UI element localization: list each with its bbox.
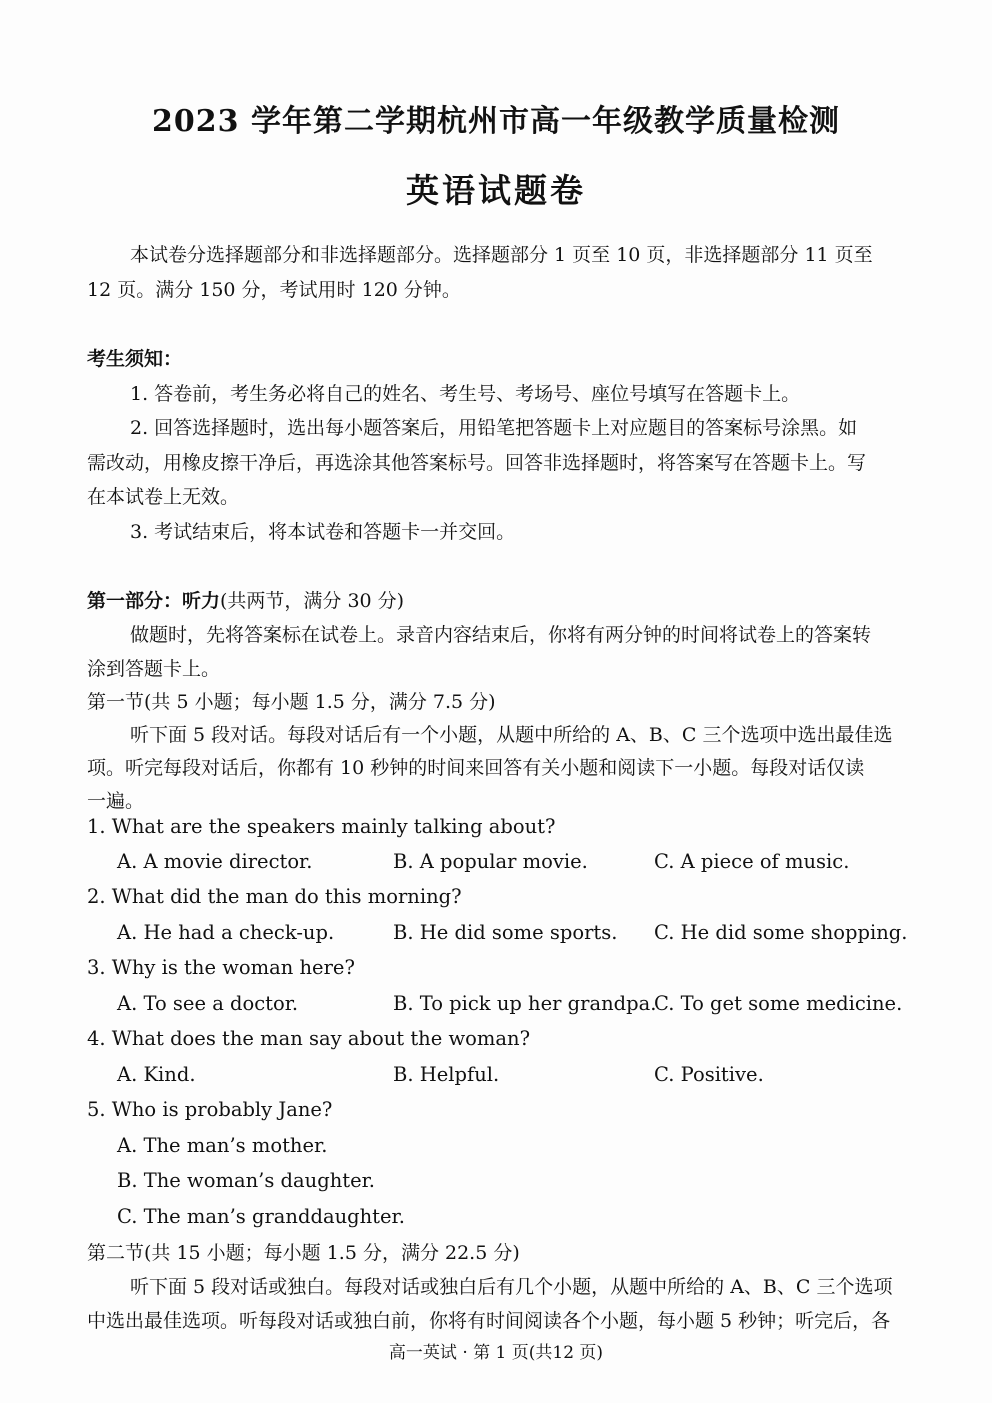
question-3: 3. Why is the woman here? [87, 956, 355, 979]
question-5: 5. Who is probably Jane? [87, 1098, 333, 1121]
question-2-option-a: A. He had a check-up. [117, 921, 335, 944]
question-2: 2. What did the man do this morning? [87, 885, 462, 908]
section2-instructions-cont: 中选出最佳选项。听每段对话或独白前，你将有时间阅读各个小题，每小题 5 秒钟；听完后，各 [87, 1310, 891, 1332]
question-4: 4. What does the man say about the woman? [87, 1027, 531, 1050]
question-5-option-b: B. The woman’s daughter. [117, 1169, 376, 1192]
part1-instructions: 做题时，先将答案标在试卷上。录音内容结束后，你将有两分钟的时间将试卷上的答案转 [130, 624, 872, 646]
intro-line-1: 本试卷分选择题部分和非选择题部分。选择题部分 1 页至 10 页，非选择题部分 11 页至 [130, 244, 873, 266]
question-4-option-c: C. Positive. [654, 1063, 764, 1086]
question-1-option-b: B. A popular movie. [393, 850, 588, 873]
notice-item-3: 3. 考试结束后，将本试卷和答题卡一并交回。 [130, 521, 516, 543]
section1-instructions-cont: 项。听完每段对话后，你都有 10 秒钟的时间来回答有关小题和阅读下一小题。每段对话仅读 [87, 757, 865, 779]
notice-item-2: 2. 回答选择题时，选出每小题答案后，用铅笔把答题卡上对应题目的答案标号涂黑。如 [130, 417, 858, 439]
question-3-option-b: B. To pick up her grandpa. [393, 992, 657, 1015]
section2-heading: 第二节(共 15 小题；每小题 1.5 分，满分 22.5 分) [87, 1242, 520, 1264]
notice-heading: 考生须知： [87, 348, 183, 370]
intro-line-2: 12 页。满分 150 分，考试用时 120 分钟。 [87, 279, 461, 301]
exam-subtitle: 英语试题卷 [406, 171, 586, 210]
section1-instructions-end: 一遍。 [87, 790, 145, 812]
part1-heading-rest: (共两节，满分 30 分) [220, 590, 405, 612]
page-footer: 高一英试 · 第 1 页(共12 页) [388, 1343, 604, 1363]
question-1-option-a: A. A movie director. [117, 850, 313, 873]
section2-instructions: 听下面 5 段对话或独白。每段对话或独白后有几个小题，从题中所给的 A、B、C 三个选项 [130, 1276, 893, 1298]
question-4-option-a: A. Kind. [117, 1063, 196, 1086]
part1-heading [87, 586, 404, 613]
question-5-option-c: C. The man’s granddaughter. [117, 1205, 405, 1228]
section1-instructions: 听下面 5 段对话。每段对话后有一个小题，从题中所给的 A、B、C 三个选项中选出最佳选 [130, 724, 893, 746]
question-3-option-c: C. To get some medicine. [654, 992, 903, 1015]
question-2-option-c: C. He did some shopping. [654, 921, 908, 944]
notice-item-2-end: 在本试卷上无效。 [87, 486, 240, 508]
section1-heading: 第一节(共 5 小题；每小题 1.5 分，满分 7.5 分) [87, 691, 496, 713]
question-5-option-a: A. The man’s mother. [117, 1134, 328, 1157]
question-2-option-b: B. He did some sports. [393, 921, 618, 944]
part1-instructions-cont: 涂到答题卡上。 [87, 658, 221, 680]
question-1: 1. What are the speakers mainly talking about? [87, 815, 556, 838]
question-4-option-b: B. Helpful. [393, 1063, 500, 1086]
part1-heading-bold: 第一部分：听力 [87, 590, 221, 612]
notice-item-2-cont: 需改动，用橡皮擦干净后，再选涂其他答案标号。回答非选择题时，将答案写在答题卡上。写 [87, 452, 867, 474]
question-1-option-c: C. A piece of music. [654, 850, 850, 873]
exam-title: 2023 学年第二学期杭州市高一年级教学质量检测 [152, 104, 840, 139]
notice-item-1: 1. 答卷前，考生务必将自己的姓名、考生号、考场号、座位号填写在答题卡上。 [130, 383, 801, 405]
question-3-option-a: A. To see a doctor. [117, 992, 299, 1015]
